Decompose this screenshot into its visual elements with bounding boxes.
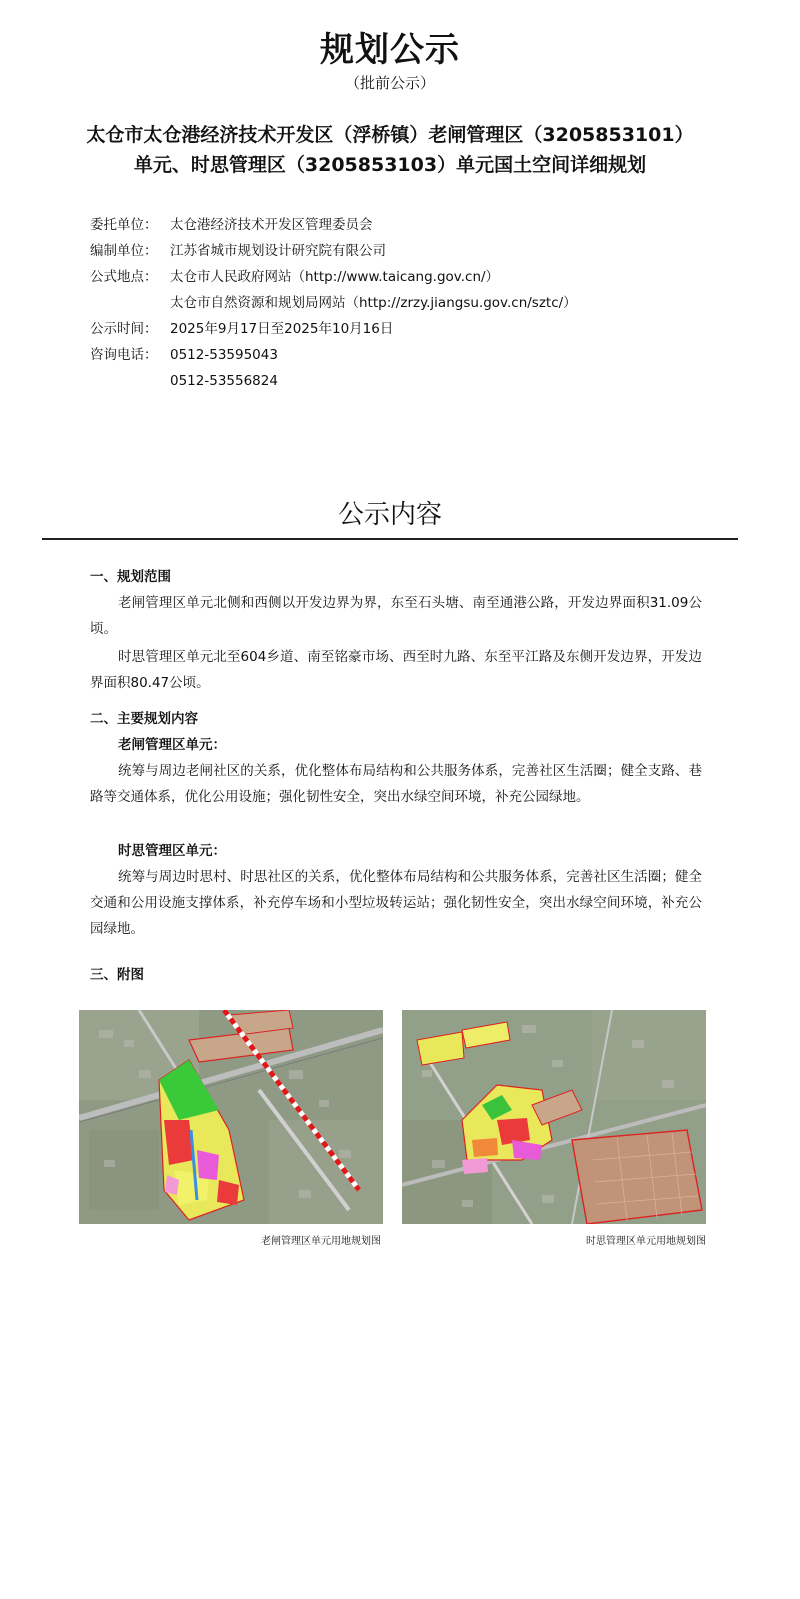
phone-row <box>90 342 278 368</box>
compiler-row <box>90 238 386 264</box>
compiler-label: 编制单位： <box>90 243 158 259</box>
s3-title: 三、附图 <box>90 967 144 983</box>
s2-paragraph-2: 统筹与周边时思村、时思社区的关系，优化整体布局结构和公共服务体系，完善社区生活圈；健全交通和公用设施支撑体系，补充停车场和小型垃圾转运站；强化韧性安全，突出水绿空间环境，补充公园绿地。 <box>90 869 702 937</box>
s1-title: 一、规划范围 <box>90 569 171 585</box>
compiler-value: 江苏省城市规划设计研究院有限公司 <box>170 243 386 259</box>
client-label: 委托单位： <box>90 217 158 233</box>
phone-value-2: 0512-53556824 <box>170 373 278 389</box>
map-caption-left: 老闸管理区单元用地规划图 <box>261 1236 381 1247</box>
s1-paragraph-1: 老闸管理区单元北侧和西侧以开发边界为界，东至石头塘、南至通港公路，开发边界面积31.09公顷。 <box>90 595 702 637</box>
s2-title: 二、主要规划内容 <box>90 711 198 727</box>
location-label: 公式地点： <box>90 269 158 285</box>
phone-label: 咨询电话： <box>90 347 158 363</box>
s2-paragraph-1: 统筹与周边老闸社区的关系，优化整体布局结构和公共服务体系，完善社区生活圈；健全支路、巷路等交通体系，优化公用设施；强化韧性安全，突出水绿空间环境，补充公园绿地。 <box>90 763 702 805</box>
shisi-land-use-map <box>402 1010 706 1224</box>
page-subtitle: （批前公示） <box>344 74 435 92</box>
client-value: 太仓港经济技术开发区管理委员会 <box>170 217 373 233</box>
plan-heading-line-2: 单元、时思管理区（3205853103）单元国土空间详细规划 <box>133 154 647 176</box>
location-link-2[interactable]: 太仓市自然资源和规划局网站（http://zrzy.jiangsu.gov.cn/sztc/） <box>170 295 577 311</box>
location-link-1[interactable]: 太仓市人民政府网站（http://www.taicang.gov.cn/） <box>170 269 500 285</box>
client-row <box>90 212 373 238</box>
section-divider <box>42 538 738 540</box>
section-title: 公示内容 <box>337 500 442 530</box>
map-caption-right: 时思管理区单元用地规划图 <box>586 1236 706 1247</box>
s2-subtitle-2: 时思管理区单元： <box>118 843 226 859</box>
phone-value-1: 0512-53595043 <box>170 347 278 363</box>
time-label: 公示时间： <box>90 321 158 337</box>
location-row <box>90 264 499 290</box>
page-title: 规划公示 <box>320 30 460 70</box>
s1-paragraph-2: 时思管理区单元北至604乡道、南至铭豪市场、西至时九路、东至平江路及东侧开发边界，开发边界面积80.47公顷。 <box>90 649 702 691</box>
time-row <box>90 316 393 342</box>
time-value: 2025年9月17日至2025年10月16日 <box>170 321 394 337</box>
s2-subtitle-1: 老闸管理区单元： <box>118 737 226 753</box>
phone-row-2 <box>170 368 278 394</box>
laozha-land-use-map <box>79 1010 383 1224</box>
plan-heading-line-1: 太仓市太仓港经济技术开发区（浮桥镇）老闸管理区（3205853101） <box>86 124 694 146</box>
location-row-2 <box>170 290 577 316</box>
